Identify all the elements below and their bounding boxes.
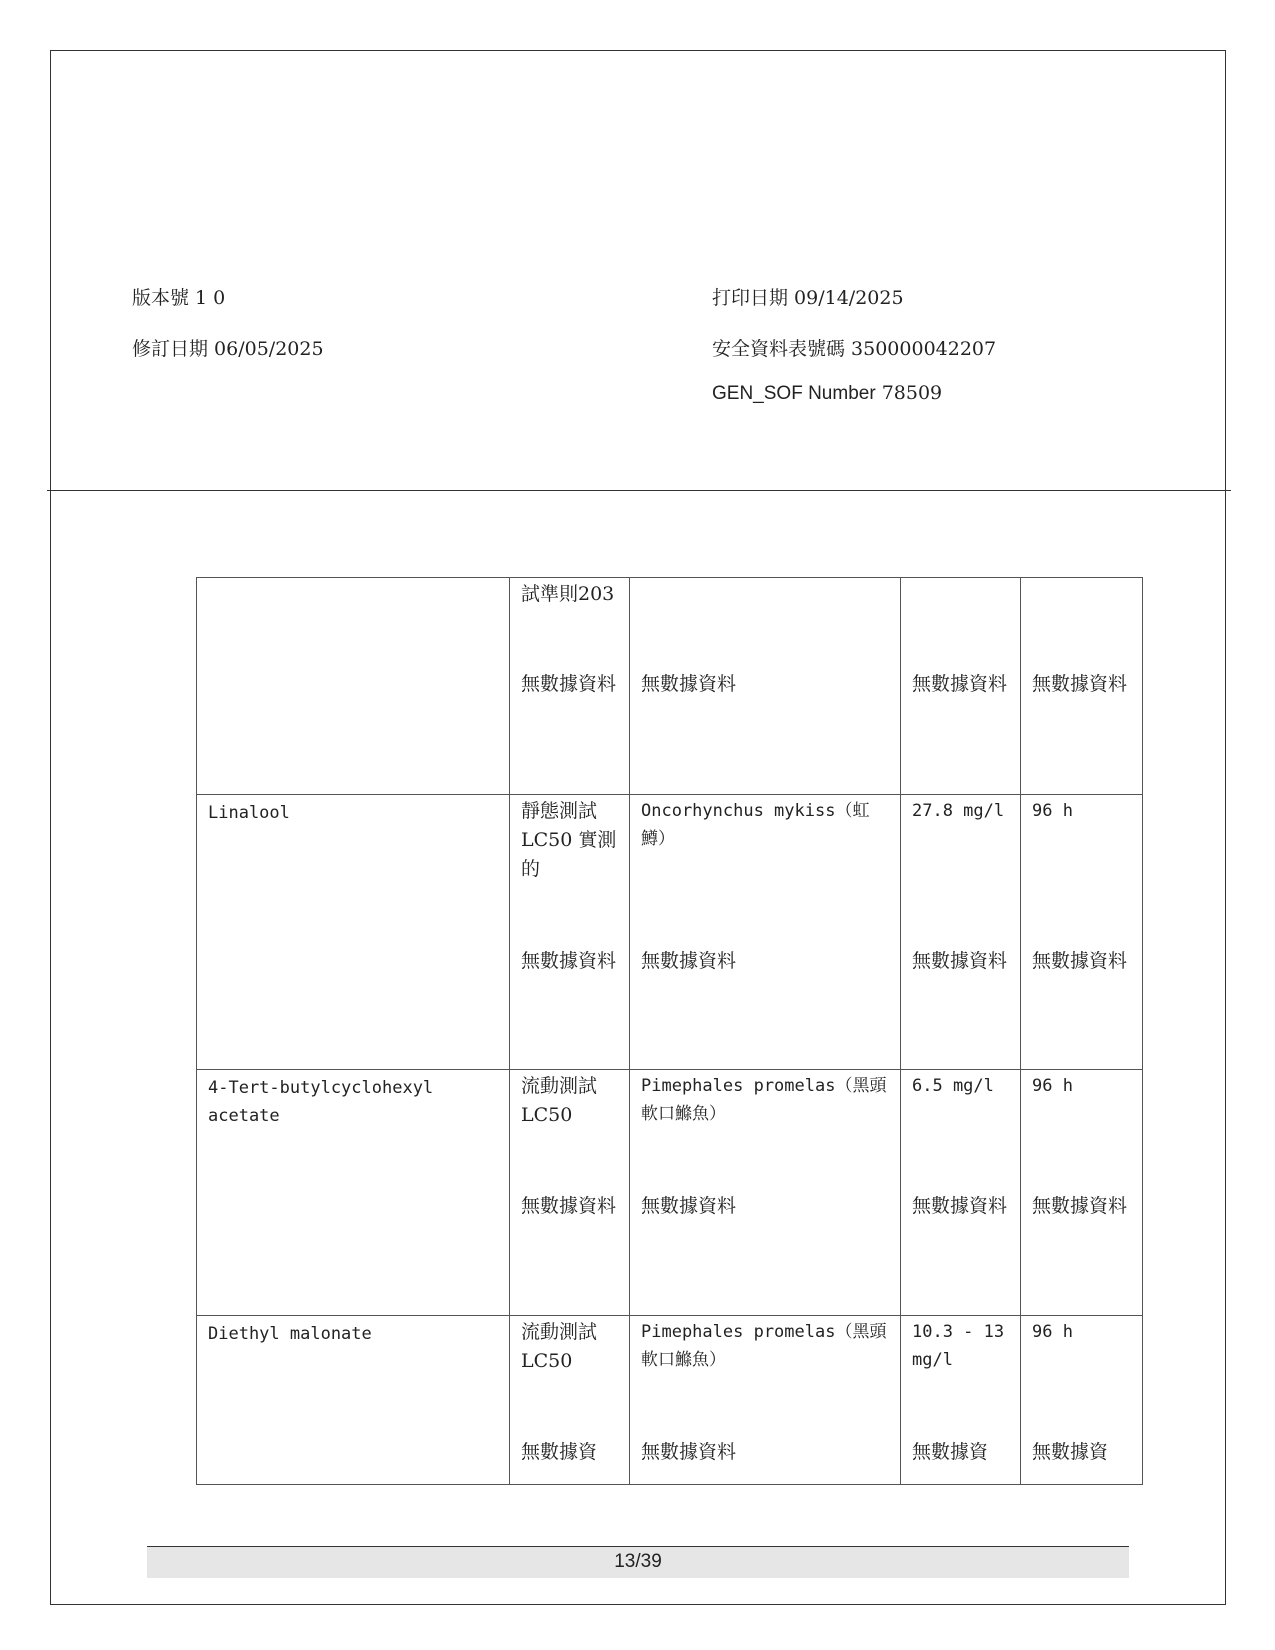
duration-cell — [1021, 578, 1143, 795]
value-text: 無數據資料 — [912, 950, 1008, 972]
value-text: 無數據資 — [912, 1441, 989, 1463]
method-cell — [510, 795, 630, 1070]
method-text: 無數據資料 — [521, 1195, 617, 1217]
table-row — [197, 578, 1143, 795]
print-date: 打印日期 09/14/2025 — [712, 287, 904, 309]
method-text: 無數據資料 — [521, 950, 617, 972]
method-text: 流動測試 LC50 — [521, 1075, 598, 1126]
method-text: 流動測試 LC50 — [521, 1321, 598, 1372]
duration-cell — [1021, 1070, 1143, 1316]
sds-number: 安全資料表號碼 350000042207 — [712, 338, 997, 360]
substance-name: Diethyl malonate — [208, 1324, 372, 1344]
table-row — [197, 1070, 1143, 1316]
value-cell — [901, 578, 1021, 795]
species-text: 無數據資料 — [641, 673, 737, 695]
species-text: 無數據資料 — [641, 1441, 737, 1463]
method-cell — [510, 578, 630, 795]
value-cell — [901, 1316, 1021, 1485]
duration-text: 無數據資料 — [1032, 1195, 1128, 1217]
substance-name: 4-Tert-butylcyclohexyl acetate — [208, 1078, 434, 1126]
value-text: 10.3 - 13 mg/l — [912, 1322, 1005, 1370]
value-text: 無數據資料 — [912, 673, 1008, 695]
species-text: Oncorhynchus mykiss（虹鱒） — [641, 801, 870, 849]
duration-cell — [1021, 1316, 1143, 1485]
species-text: Pimephales promelas（黑頭軟口鰷魚） — [641, 1322, 887, 1370]
substance-cell — [197, 795, 510, 1070]
page-number: 13/39 — [614, 1551, 662, 1572]
value-text: 6.5 mg/l — [912, 1076, 994, 1096]
value-text: 27.8 mg/l — [912, 801, 1005, 821]
substance-cell — [197, 1070, 510, 1316]
duration-text: 96 h — [1032, 801, 1073, 821]
species-cell — [630, 1070, 901, 1316]
substance-name: Linalool — [208, 803, 290, 823]
method-text: 靜態測試 LC50 實測的 — [521, 800, 617, 880]
species-cell — [630, 1316, 901, 1485]
method-cell — [510, 1070, 630, 1316]
substance-cell — [197, 578, 510, 795]
value-cell — [901, 1070, 1021, 1316]
header-divider — [47, 490, 1231, 491]
version-number: 版本號 1 0 — [132, 287, 226, 309]
gen-sof-number — [712, 381, 942, 406]
duration-text: 無數據資 — [1032, 1441, 1109, 1463]
substance-cell — [197, 1316, 510, 1485]
method-text: 無數據資 — [521, 1441, 598, 1463]
method-cell — [510, 1316, 630, 1485]
page-footer — [147, 1546, 1129, 1578]
species-text: 無數據資料 — [641, 950, 737, 972]
method-text: 無數據資料 — [521, 673, 617, 695]
duration-text: 96 h — [1032, 1076, 1073, 1096]
species-text: 無數據資料 — [641, 1195, 737, 1217]
revision-date: 修訂日期 06/05/2025 — [132, 338, 324, 360]
gen-sof-value: 78509 — [881, 382, 943, 404]
duration-cell — [1021, 795, 1143, 1070]
species-cell — [630, 795, 901, 1070]
species-text: Pimephales promelas（黑頭軟口鰷魚） — [641, 1076, 887, 1124]
duration-text: 96 h — [1032, 1322, 1073, 1342]
ecotoxicity-table — [196, 577, 1143, 1485]
table-row — [197, 795, 1143, 1070]
gen-sof-label: GEN_SOF Number — [712, 383, 876, 404]
species-cell — [630, 578, 901, 795]
duration-text: 無數據資料 — [1032, 950, 1128, 972]
duration-text: 無數據資料 — [1032, 673, 1128, 695]
table-row — [197, 1316, 1143, 1485]
method-text: 試準則203 — [521, 583, 615, 605]
value-text: 無數據資料 — [912, 1195, 1008, 1217]
value-cell — [901, 795, 1021, 1070]
